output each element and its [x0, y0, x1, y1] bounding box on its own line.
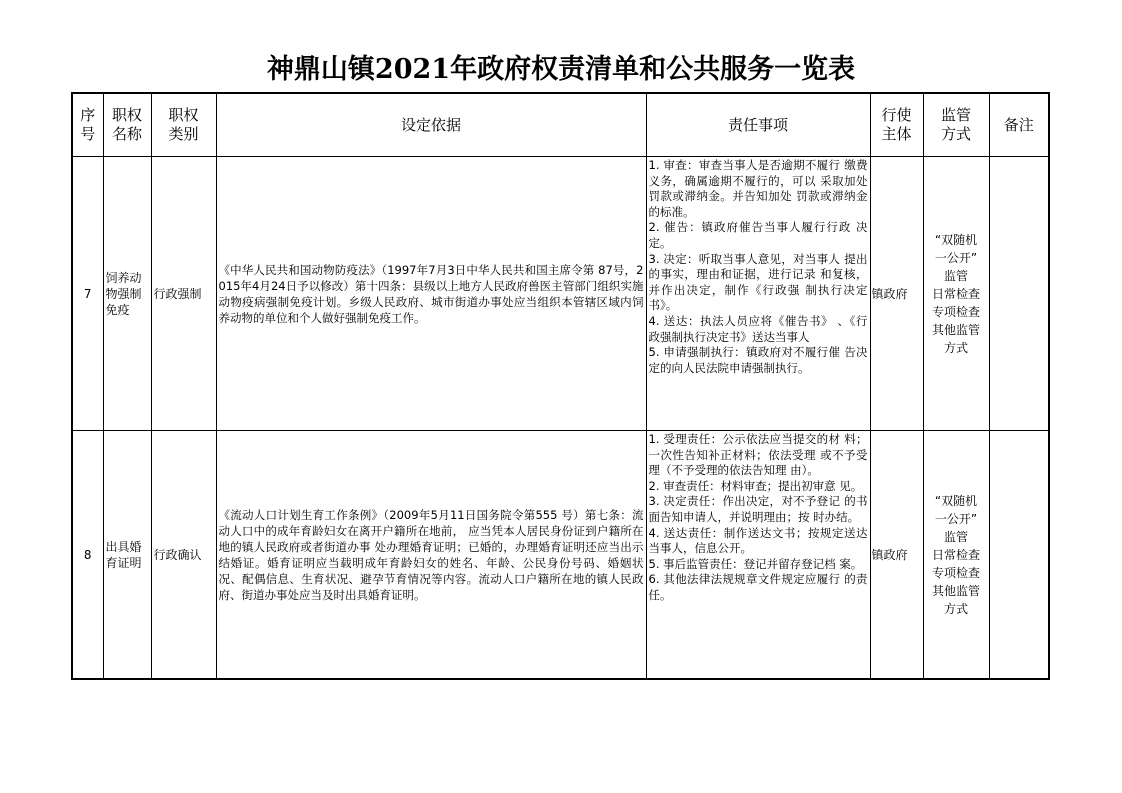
note-cell [989, 157, 1049, 431]
power-name: 出具婚育证明 [103, 431, 151, 680]
page-title: 神鼎山镇2021年政府权责清单和公共服务一览表 [266, 54, 856, 85]
row-number: 8 [72, 431, 103, 680]
legal-basis: 《流动人口计划生育工作条例》（2009年5月11日国务院令第555 号）第七条：流动人口中的成年育龄妇女在离开户籍所在地前， 应当凭本人居民身份证到户籍所在地的镇人民政府或者街道办事 处办理婚育证明；已婚的，办理婚育证明还应当出示结婚证。婚育证明应当载明成年育龄妇女的姓名、年龄、公民身份号码、婚姻状况、配偶信息、生育状况、避孕节育情况等内容。流动人口户籍所在地的镇人民政府、街道办事处应当及时出具婚育证明。 [216, 431, 646, 680]
table-row [72, 157, 1049, 431]
duty-item: 3. 决定责任：作出决定，对不予登记 的书面告知申请人，并说明理由；按 时办结。 [648, 494, 868, 524]
header-supervision: 监管 方式 [923, 93, 989, 157]
header-note: 备注 [989, 93, 1049, 157]
table-header-row [72, 93, 1049, 157]
duty-item: 1. 审查：审查当事人是否逾期不履行 缴费义务，确属逾期不履行的，可以 采取加处罚款或滞纳金。并告知加处 罚款或滞纳金的标准。 [648, 158, 868, 219]
executing-body: 镇政府 [870, 431, 923, 680]
header-body: 行使 主体 [870, 93, 923, 157]
header-name: 职权 名称 [103, 93, 151, 157]
header-duty: 责任事项 [646, 93, 870, 157]
duty-item: 1. 受理责任：公示依法应当提交的材 料；一次性告知补正材料；依法受理 或不予受理（不予受理的依法告知理 由）。 [648, 432, 868, 478]
supervision-method: “双随机 一公开” 监管 日常检查 专项检查 其他监管 方式 [923, 431, 989, 680]
legal-basis: 《中华人民共和国动物防疫法》（1997年7月3日中华人民共和国主席令第 87号，2015年4月24日予以修改）第十四条：县级以上地方人民政府兽医主管部门组织实施动物疫病强制免疫计划。乡级人民政府、城市街道办事处应当组织本管辖区域内饲养动物的单位和个人做好强制免疫工作。 [216, 157, 646, 431]
header-basis: 设定依据 [216, 93, 646, 157]
power-type: 行政强制 [151, 157, 216, 431]
table-row [72, 431, 1049, 680]
duty-item: 5. 申请强制执行：镇政府对不履行催 告决定的向人民法院申请强制执行。 [648, 345, 868, 375]
duty-item: 2. 催告：镇政府催告当事人履行行政 决定。 [648, 220, 868, 250]
duty-item: 3. 决定：听取当事人意见，对当事人 提出的事实，理由和证据，进行记录 和复核，并作出决定，制作《行政强 制执行决定书》。 [648, 251, 868, 313]
duty-item: 2. 审查责任：材料审查；提出初审意 见。 [648, 478, 863, 493]
row-number: 7 [72, 157, 103, 431]
power-name: 饲养动物强制免疫 [103, 157, 151, 431]
duty-item: 6. 其他法律法规规章文件规定应履行 的责任。 [648, 572, 868, 602]
duty-items [646, 431, 870, 680]
executing-body: 镇政府 [870, 157, 923, 431]
duty-item: 4. 送达责任：制作送达文书；按规定送达当事人，信息公开。 [648, 525, 868, 556]
header-num: 序 号 [72, 93, 103, 157]
note-cell [989, 431, 1049, 680]
power-type: 行政确认 [151, 431, 216, 680]
duty-item: 4. 送达：执法人员应将《催告书》 、《行政强制执行决定书》送达当事人 [648, 313, 868, 344]
duty-items [646, 157, 870, 431]
header-type: 职权 类别 [151, 93, 216, 157]
supervision-method: “双随机 一公开” 监管 日常检查 专项检查 其他监管 方式 [923, 157, 989, 431]
duty-item: 5. 事后监管责任：登记并留存登记档 案。 [648, 556, 863, 571]
responsibility-table [71, 92, 1050, 680]
